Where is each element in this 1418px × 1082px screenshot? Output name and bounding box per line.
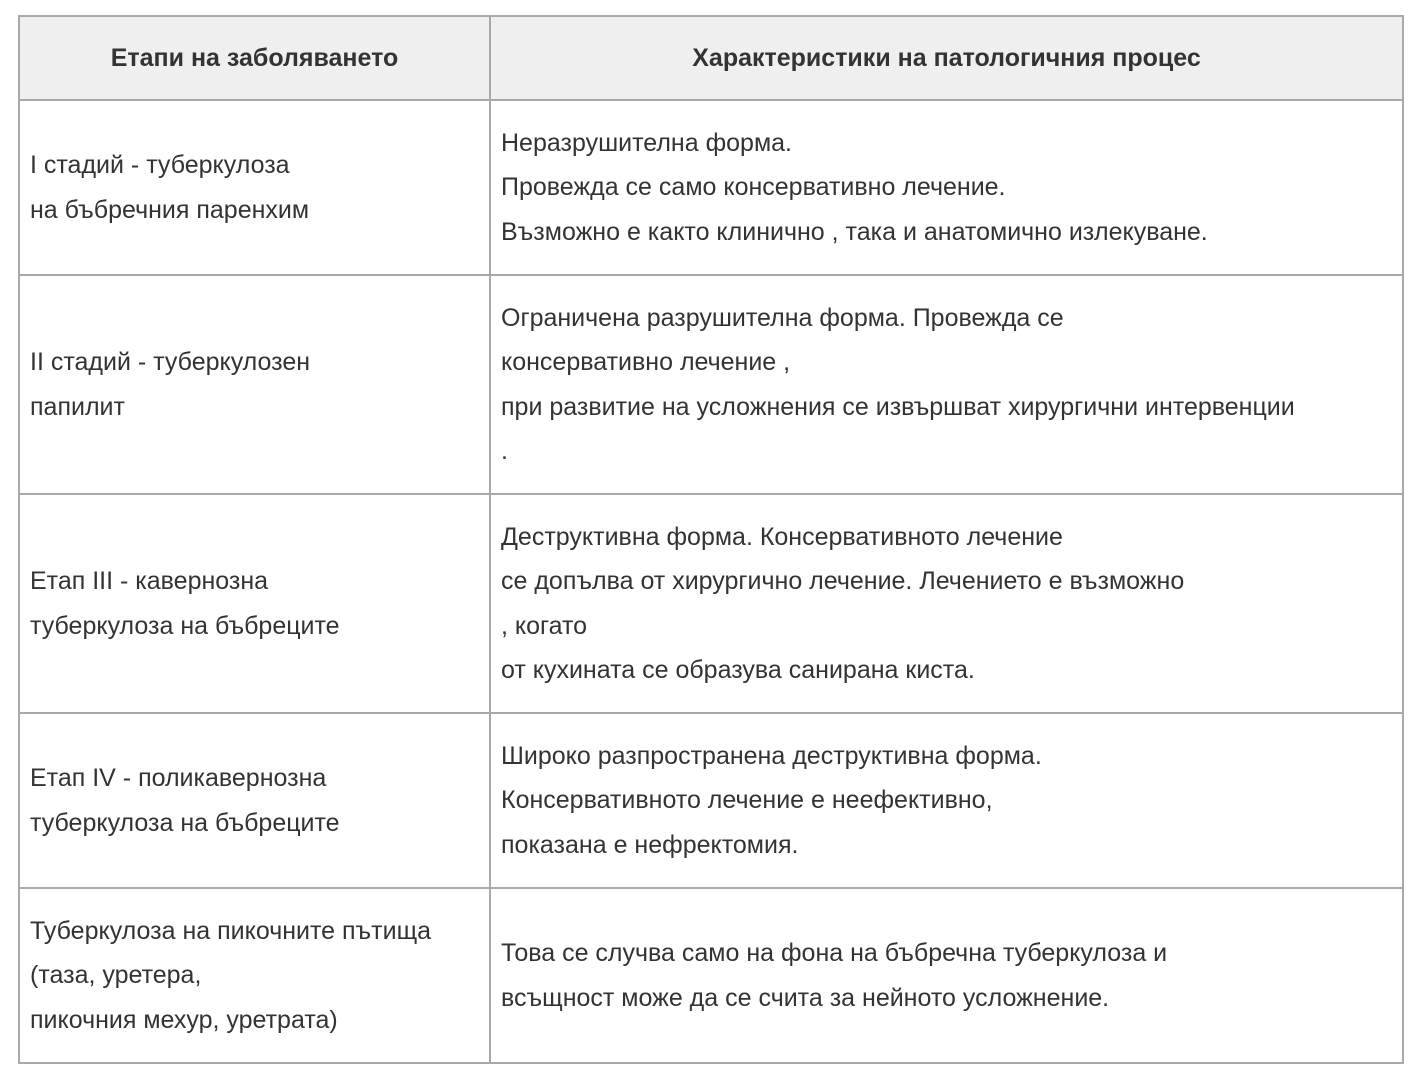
description-cell	[490, 494, 1403, 713]
description-line: Деструктивна форма. Консервативното лечение	[501, 522, 1063, 551]
description-line: .	[501, 437, 508, 465]
description-cell	[490, 888, 1403, 1063]
description-line: при развитие на усложнения се извършват хирургични интервенции	[501, 392, 1295, 421]
stage-line: туберкулоза на бъбреците	[30, 611, 340, 640]
description-line: се допълва от хирургично лечение. Лечението е възможно	[501, 567, 1185, 595]
table-row	[19, 713, 1403, 888]
stage-cell	[19, 275, 490, 494]
description-line: Широко разпространена деструктивна форма.	[501, 741, 1042, 770]
description-line: Неразрушителна форма.	[501, 128, 792, 157]
stage-line: на бъбречния паренхим	[30, 195, 310, 224]
stage-line: Туберкулоза на пикочните пътища	[30, 916, 432, 945]
header-row	[19, 16, 1403, 100]
table-row	[19, 275, 1403, 494]
description-cell	[490, 713, 1403, 888]
stage-line: II стадий - туберкулозен	[30, 348, 311, 376]
stage-line: пикочния мехур, уретрата)	[30, 1005, 338, 1034]
description-line: консервативно лечение ,	[501, 348, 791, 376]
stage-cell	[19, 494, 490, 713]
description-line: Това се случва само на фона на бъбречна туберкулоза и	[501, 939, 1168, 967]
description-line: Консервативното лечение е неефективно,	[501, 786, 993, 815]
header-stage: Етапи на заболяването	[19, 16, 490, 100]
stage-line: Етап III - кавернозна	[30, 567, 269, 595]
stage-cell	[19, 100, 490, 275]
description-cell	[490, 275, 1403, 494]
description-line: всъщност може да се счита за нейното усложнение.	[501, 983, 1110, 1012]
description-line: Провежда се само консервативно лечение.	[501, 173, 1006, 202]
description-line: показана е нефректомия.	[501, 830, 799, 859]
stage-cell	[19, 888, 490, 1063]
stage-line: папилит	[30, 392, 125, 421]
tuberculosis-stages-table	[18, 15, 1404, 1064]
description-line: Ограничена разрушителна форма. Провежда се	[501, 303, 1064, 332]
description-line: Възможно е както клинично , така и анатомично излекуване.	[501, 217, 1208, 246]
table-row	[19, 494, 1403, 713]
stage-line: туберкулоза на бъбреците	[30, 808, 340, 837]
description-line: от кухината се образува санирана киста.	[501, 656, 975, 684]
stage-line: (таза, уретера,	[30, 961, 202, 990]
table-body	[19, 100, 1403, 1063]
table-header	[19, 16, 1403, 100]
table-row	[19, 100, 1403, 275]
stage-cell	[19, 713, 490, 888]
table-row	[19, 888, 1403, 1063]
description-cell	[490, 100, 1403, 275]
header-characteristics: Характеристики на патологичния процес	[490, 16, 1403, 100]
stage-line: Етап IV - поликавернозна	[30, 764, 327, 792]
stage-line: I стадий - туберкулоза	[30, 151, 290, 179]
description-line: , когато	[501, 611, 588, 640]
